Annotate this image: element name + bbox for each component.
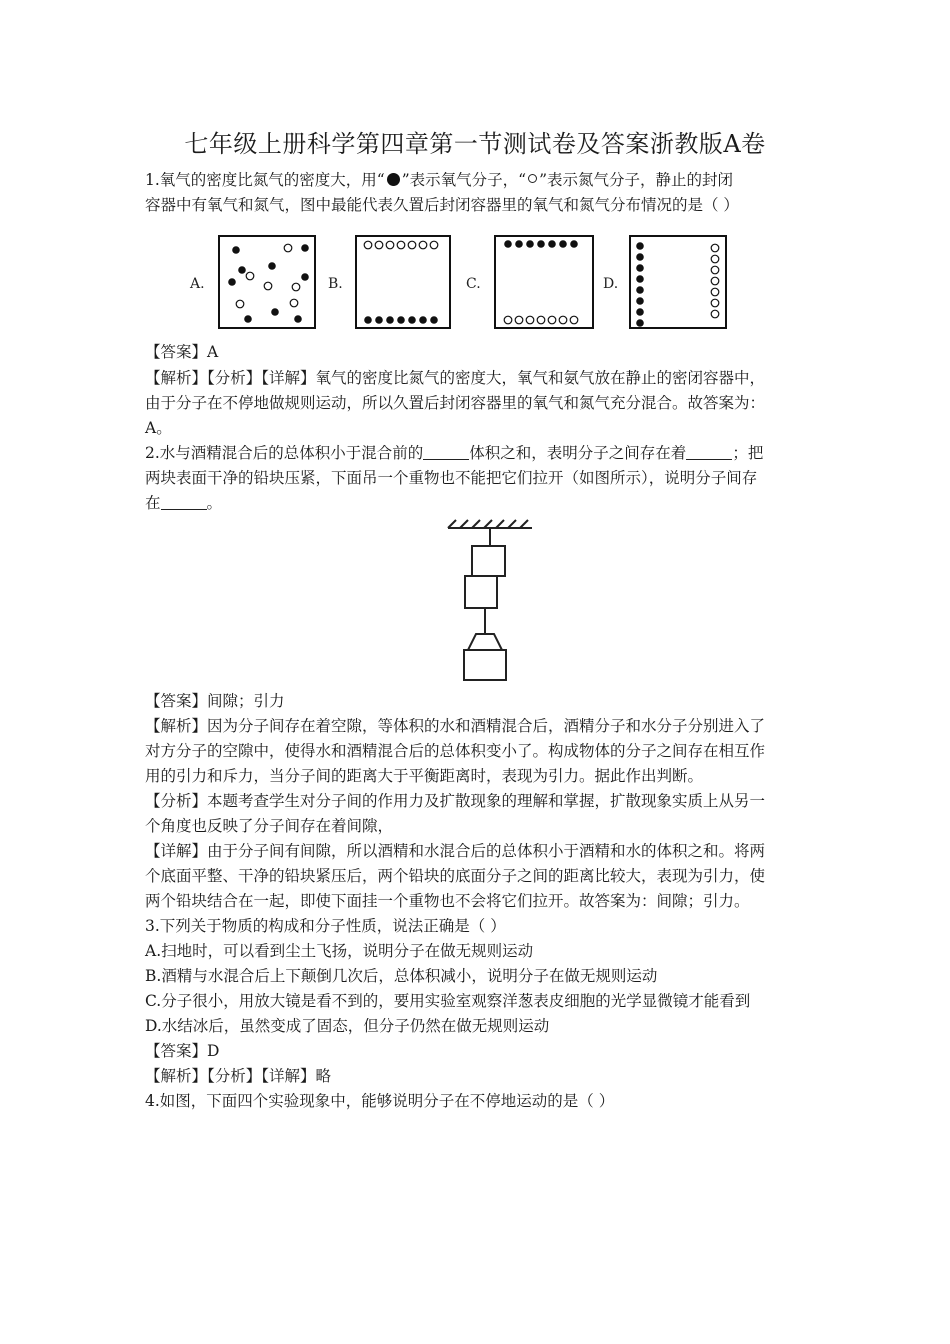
option-a-container <box>219 236 315 328</box>
q1-explanation-line-2: 由于分子在不停地做规则运动，所以久置后封闭容器里的氧气和氮气充分混合。故答案为： <box>145 394 766 412</box>
q2-stem-part-d: 在 <box>145 494 161 512</box>
q1-answer: 【答案】A <box>145 343 219 361</box>
q1-explanation-line-1: 【解析】【分析】【详解】氧气的密度比氮气的密度大，氧气和氨气放在静止的密闭容器中， <box>145 369 766 387</box>
q2-fenxi-line-2: 个角度也反映了分子间存在着间隙， <box>145 817 394 835</box>
option-c-container <box>495 236 593 328</box>
q2-stem-part-b: 体积之和，表明分子之间存在着 <box>469 444 687 462</box>
q1-options-figure <box>180 232 760 334</box>
q1-stem-line-2: 容器中有氧气和氮气，图中最能代表久置后封闭容器里的氧气和氮气分布情况的是（ ） <box>145 196 739 214</box>
q2-fenxi-line-1: 【分析】本题考查学生对分子间的作用力及扩散现象的理解和掌握，扩散现象实质上从另一 <box>145 792 766 810</box>
option-a-label: A. <box>190 276 205 292</box>
q3-stem: 3.下列关于物质的构成和分子性质，说法正确是（ ） <box>145 917 506 935</box>
q2-analysis-line-1: 【解析】因为分子间存在着空隙，等体积的水和酒精混合后，酒精分子和水分子分别进入了 <box>145 717 766 735</box>
oxygen-molecule-icon <box>387 173 400 186</box>
q1-stem-part-c: ”表示氮气分子，静止的封闭 <box>539 171 734 189</box>
q2-stem-part-a: 2.水与酒精混合后的总体积小于混合前的 <box>145 444 424 462</box>
q1-explanation-line-3: A。 <box>145 419 172 437</box>
nitrogen-molecule-icon <box>528 174 537 183</box>
q1-stem-line-1 <box>145 170 815 190</box>
q3-explanation: 【解析】【分析】【详解】略 <box>145 1067 332 1085</box>
q2-blank-2[interactable] <box>686 445 732 460</box>
q2-analysis-line-3: 用的引力和斥力，当分子间的距离大于平衡距离时，表现为引力。据此作出判断。 <box>145 767 704 785</box>
q3-option-c: C.分子很小，用放大镜是看不到的，要用实验室观察洋葱表皮细胞的光学显微镜才能看到 <box>145 992 751 1010</box>
q2-stem-line-3 <box>145 493 815 513</box>
q2-answer: 【答案】间隙；引力 <box>145 692 285 710</box>
q2-stem-part-e: 。 <box>206 494 223 512</box>
q1-stem-part-a: 1.氧气的密度比氮气的密度大，用“ <box>145 171 385 189</box>
q2-detail-line-3: 两个铅块结合在一起，即使下面挂一个重物也不会将它们拉开。故答案为：间隙；引力。 <box>145 892 750 910</box>
q2-stem-part-c: ；把 <box>732 444 764 462</box>
option-d-label: D. <box>603 276 619 292</box>
option-b-label: B. <box>328 276 343 292</box>
q3-option-a: A.扫地时，可以看到尘土飞扬，说明分子在做无规则运动 <box>145 942 534 960</box>
q1-stem-part-b: ”表示氧气分子，“ <box>401 171 527 189</box>
q2-detail-line-1: 【详解】由于分子间有间隙，所以酒精和水混合后的总体积小于酒精和水的体积之和。将两 <box>145 842 766 860</box>
q4-stem: 4.如图，下面四个实验现象中，能够说明分子在不停地运动的是（ ） <box>145 1092 615 1110</box>
q2-stem-line-2: 两块表面干净的铅块压紧，下面吊一个重物也不能把它们拉开（如图所示），说明分子间存 <box>145 469 758 487</box>
page-title: 七年级上册科学第四章第一节测试卷及答案浙教版A卷 <box>184 130 766 158</box>
q2-blank-1[interactable] <box>423 445 469 460</box>
lead-blocks-figure <box>440 516 540 686</box>
q2-detail-line-2: 个底面平整、干净的铅块紧压后，两个铅块的底面分子之间的距离比较大，表现为引力，使 <box>145 867 766 885</box>
option-c-label: C. <box>466 276 481 292</box>
option-b-container <box>356 236 450 328</box>
q2-stem-line-1 <box>145 443 815 463</box>
q2-analysis-line-2: 对方分子的空隙中，使得水和酒精混合后的总体积变小了。构成物体的分子之间存在相互作 <box>145 742 766 760</box>
q3-option-d: D.水结冰后，虽然变成了固态，但分子仍然在做无规则运动 <box>145 1017 550 1035</box>
option-d-container <box>630 236 726 328</box>
q3-option-b: B.酒精与水混合后上下颠倒几次后，总体积减小，说明分子在做无规则运动 <box>145 967 658 985</box>
q3-answer: 【答案】D <box>145 1042 220 1060</box>
q2-blank-3[interactable] <box>161 495 207 510</box>
